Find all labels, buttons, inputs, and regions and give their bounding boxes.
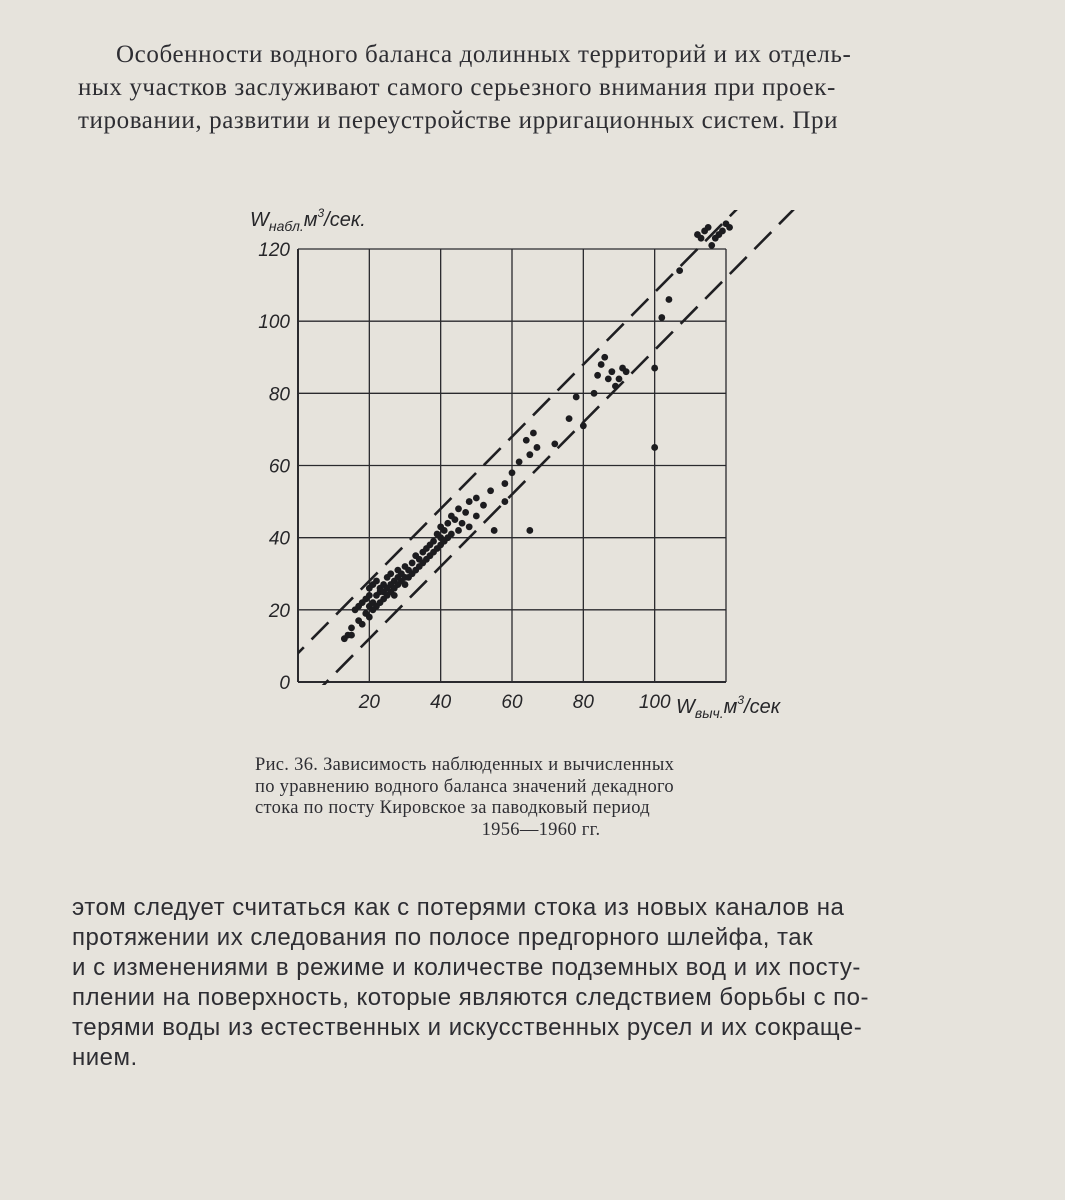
data-point xyxy=(608,368,615,375)
y-tick-label: 0 xyxy=(279,673,290,694)
envelope-dashed-line xyxy=(262,206,797,747)
data-point xyxy=(530,430,537,437)
x-tick-label: 80 xyxy=(572,692,594,713)
text-line: терями воды из естественных и искусственных русел и их сокраще- xyxy=(72,1014,863,1041)
data-point xyxy=(366,592,373,599)
data-point xyxy=(430,538,437,545)
y-tick-label: 80 xyxy=(268,384,290,406)
data-point xyxy=(616,376,623,383)
data-point xyxy=(391,592,398,599)
figure-caption xyxy=(255,755,827,841)
data-point xyxy=(534,444,541,451)
data-point xyxy=(348,632,355,639)
data-point xyxy=(623,368,630,375)
data-point xyxy=(705,224,712,231)
data-point xyxy=(526,451,533,458)
data-point xyxy=(473,513,480,520)
data-point xyxy=(473,495,480,502)
data-point xyxy=(359,621,366,628)
data-point xyxy=(526,527,533,534)
data-point xyxy=(509,469,516,476)
text-line: и с изменениями в режиме и количестве подземных вод и их посту- xyxy=(72,954,861,981)
y-tick-label: 120 xyxy=(258,240,290,261)
caption-line: стока по посту Кировское за паводковый период xyxy=(255,798,650,818)
data-point xyxy=(605,376,612,383)
text-line: этом следует считаться как с потерями стока из новых каналов на xyxy=(72,894,845,921)
data-point xyxy=(651,365,658,372)
text-line: плении на поверхность, которые являются следствием борьбы с по- xyxy=(72,984,869,1011)
data-point xyxy=(651,444,658,451)
data-point xyxy=(402,581,409,588)
data-point xyxy=(551,440,558,447)
data-point xyxy=(459,520,466,527)
y-axis-title: $W_{набл.}м^3$/сек. xyxy=(250,206,366,234)
caption-line: 1956—1960 гг. xyxy=(481,819,601,840)
text-line: Особенности водного баланса долинных территорий и их отдель- xyxy=(116,41,852,68)
data-point xyxy=(366,614,373,621)
data-point xyxy=(491,527,498,534)
data-point xyxy=(676,267,683,274)
data-point xyxy=(580,422,587,429)
data-point xyxy=(601,354,608,361)
data-point xyxy=(591,390,598,397)
data-point xyxy=(516,458,523,465)
data-point xyxy=(409,560,416,567)
data-point xyxy=(462,509,469,516)
data-point xyxy=(658,314,665,321)
data-point xyxy=(455,505,462,512)
data-point xyxy=(573,394,580,401)
data-point xyxy=(348,624,355,631)
data-point xyxy=(448,531,455,538)
data-point xyxy=(523,437,530,444)
data-point xyxy=(487,487,494,494)
x-tick-label: 60 xyxy=(501,692,523,713)
y-tick-label: 60 xyxy=(268,456,290,478)
text-line: ных участков заслуживают самого серьезного внимания при проек- xyxy=(78,74,836,101)
data-point xyxy=(698,235,705,242)
data-point xyxy=(566,415,573,422)
data-point xyxy=(612,383,619,390)
x-axis-title: $W_{выч.}м^3$/сек xyxy=(676,693,781,721)
data-point xyxy=(726,224,733,231)
data-point xyxy=(373,578,380,585)
data-point xyxy=(594,372,601,379)
x-tick-label: 40 xyxy=(430,692,452,713)
data-point xyxy=(501,498,508,505)
text-line: протяжении их следования по полосе предгорного шлейфа, так xyxy=(72,924,814,951)
data-point xyxy=(466,523,473,530)
text-line: нием. xyxy=(72,1044,138,1071)
data-point xyxy=(719,228,726,235)
data-point xyxy=(480,502,487,509)
caption-line: по уравнению водного баланса значений декадного xyxy=(255,776,674,797)
data-point xyxy=(598,361,605,368)
data-point xyxy=(708,242,715,249)
data-point xyxy=(387,570,394,577)
body-paragraph-bottom xyxy=(72,893,1002,1073)
y-tick-label: 20 xyxy=(268,600,290,622)
data-point xyxy=(666,296,673,303)
data-point xyxy=(452,516,459,523)
x-tick-label: 20 xyxy=(358,692,380,713)
data-point xyxy=(444,520,451,527)
x-tick-label: 100 xyxy=(638,692,671,713)
text-line: тировании, развитии и переустройстве ирригационных систем. При xyxy=(78,107,839,134)
data-point xyxy=(455,527,462,534)
caption-line: Рис. 36. Зависимость наблюденных и вычисленных xyxy=(255,755,675,775)
y-tick-label: 40 xyxy=(268,528,290,550)
y-tick-label: 100 xyxy=(258,312,290,334)
data-point xyxy=(501,480,508,487)
data-point xyxy=(441,527,448,534)
data-point xyxy=(466,498,473,505)
